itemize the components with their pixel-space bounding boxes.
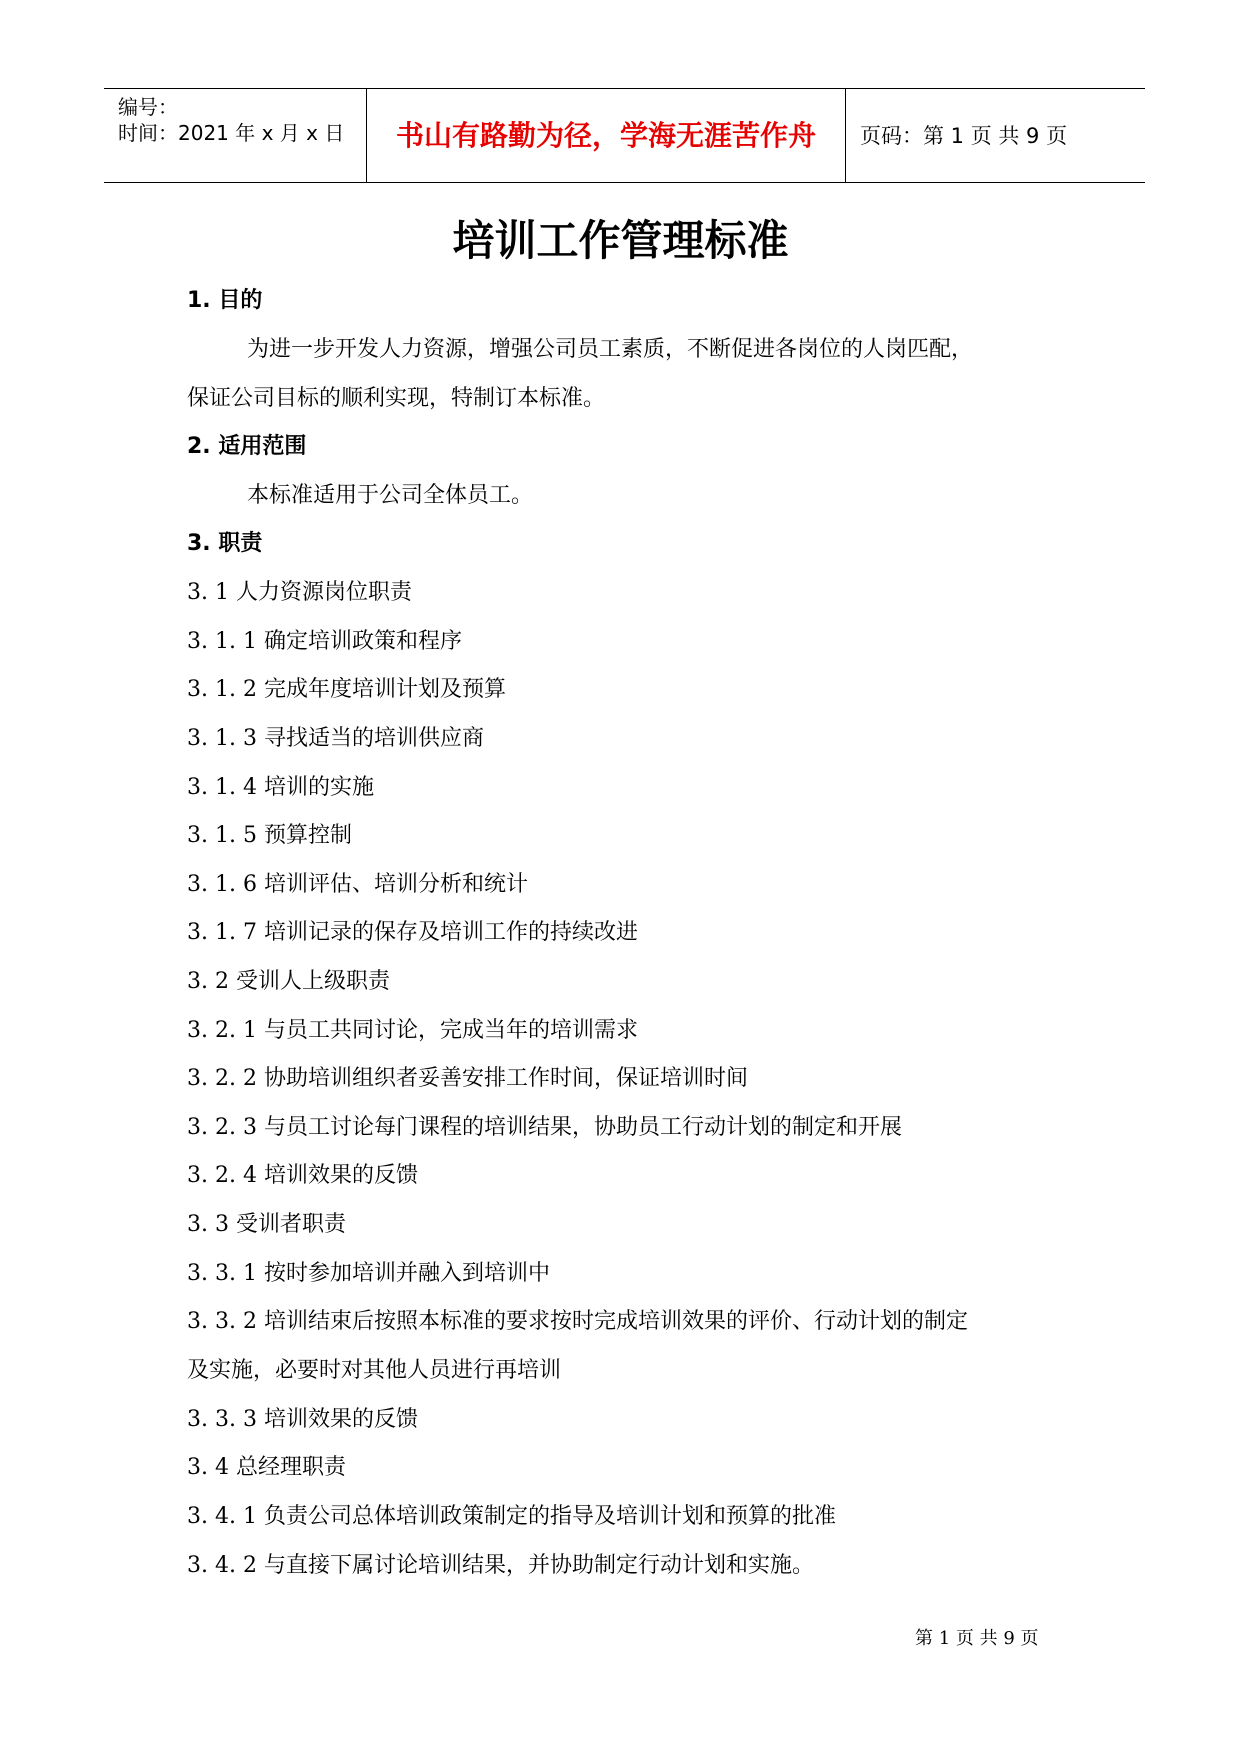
list-item: 3. 1. 5 预算控制 xyxy=(187,823,352,848)
document-time-label: 时间：2021 年 x 月 x 日 xyxy=(118,121,345,145)
list-item: 3. 1. 7 培训记录的保存及培训工作的持续改进 xyxy=(187,920,638,945)
list-item: 3. 1. 1 确定培训政策和程序 xyxy=(187,629,462,654)
paragraph-line: 为进一步开发人力资源，增强公司员工素质，不断促进各岗位的人岗匹配， xyxy=(247,337,974,362)
section-heading-scope: 2. 适用范围 xyxy=(187,434,307,459)
list-item: 3. 1. 3 寻找适当的培训供应商 xyxy=(187,726,484,751)
list-item: 3. 1 人力资源岗位职责 xyxy=(187,580,412,605)
list-item: 3. 4. 1 负责公司总体培训政策制定的指导及培训计划和预算的批准 xyxy=(187,1504,836,1529)
list-item: 3. 2. 4 培训效果的反馈 xyxy=(187,1163,418,1188)
header-page-cell xyxy=(846,89,1145,182)
list-item: 3. 4 总经理职责 xyxy=(187,1455,346,1480)
document-number-label: 编号： xyxy=(118,95,178,119)
header-motto-cell xyxy=(367,89,846,182)
list-item: 3. 2. 3 与员工讨论每门课程的培训结果，协助员工行动计划的制定和开展 xyxy=(187,1115,902,1140)
list-item: 3. 1. 6 培训评估、培训分析和统计 xyxy=(187,872,528,897)
list-item: 3. 2. 1 与员工共同讨论，完成当年的培训需求 xyxy=(187,1018,638,1043)
section-heading-purpose: 1. 目的 xyxy=(187,288,263,313)
document-title: 培训工作管理标准 xyxy=(452,216,789,265)
list-item: 及实施，必要时对其他人员进行再培训 xyxy=(187,1358,562,1383)
page-info: 页码：第 1 页 共 9 页 xyxy=(860,124,1068,148)
header-table xyxy=(104,88,1145,183)
list-item: 3. 3 受训者职责 xyxy=(187,1212,346,1237)
list-item: 3. 2. 2 协助培训组织者妥善安排工作时间，保证培训时间 xyxy=(187,1066,748,1091)
list-item: 3. 3. 3 培训效果的反馈 xyxy=(187,1407,418,1432)
list-item: 3. 3. 2 培训结束后按照本标准的要求按时完成培训效果的评价、行动计划的制定 xyxy=(187,1309,968,1334)
list-item: 3. 1. 4 培训的实施 xyxy=(187,775,374,800)
list-item: 3. 4. 2 与直接下属讨论培训结果，并协助制定行动计划和实施。 xyxy=(187,1553,814,1578)
section-heading-duties: 3. 职责 xyxy=(187,531,263,556)
list-item: 3. 3. 1 按时参加培训并融入到培训中 xyxy=(187,1261,550,1286)
motto-text: 书山有路勤为径，学海无涯苦作舟 xyxy=(395,119,816,152)
list-item: 3. 2 受训人上级职责 xyxy=(187,969,390,994)
paragraph-line: 本标准适用于公司全体员工。 xyxy=(247,483,534,508)
page-footer: 第 1 页 共 9 页 xyxy=(915,1628,1039,1649)
header-meta-cell xyxy=(104,89,367,182)
paragraph-line: 保证公司目标的顺利实现，特制订本标准。 xyxy=(187,386,606,411)
list-item: 3. 1. 2 完成年度培训计划及预算 xyxy=(187,677,506,702)
